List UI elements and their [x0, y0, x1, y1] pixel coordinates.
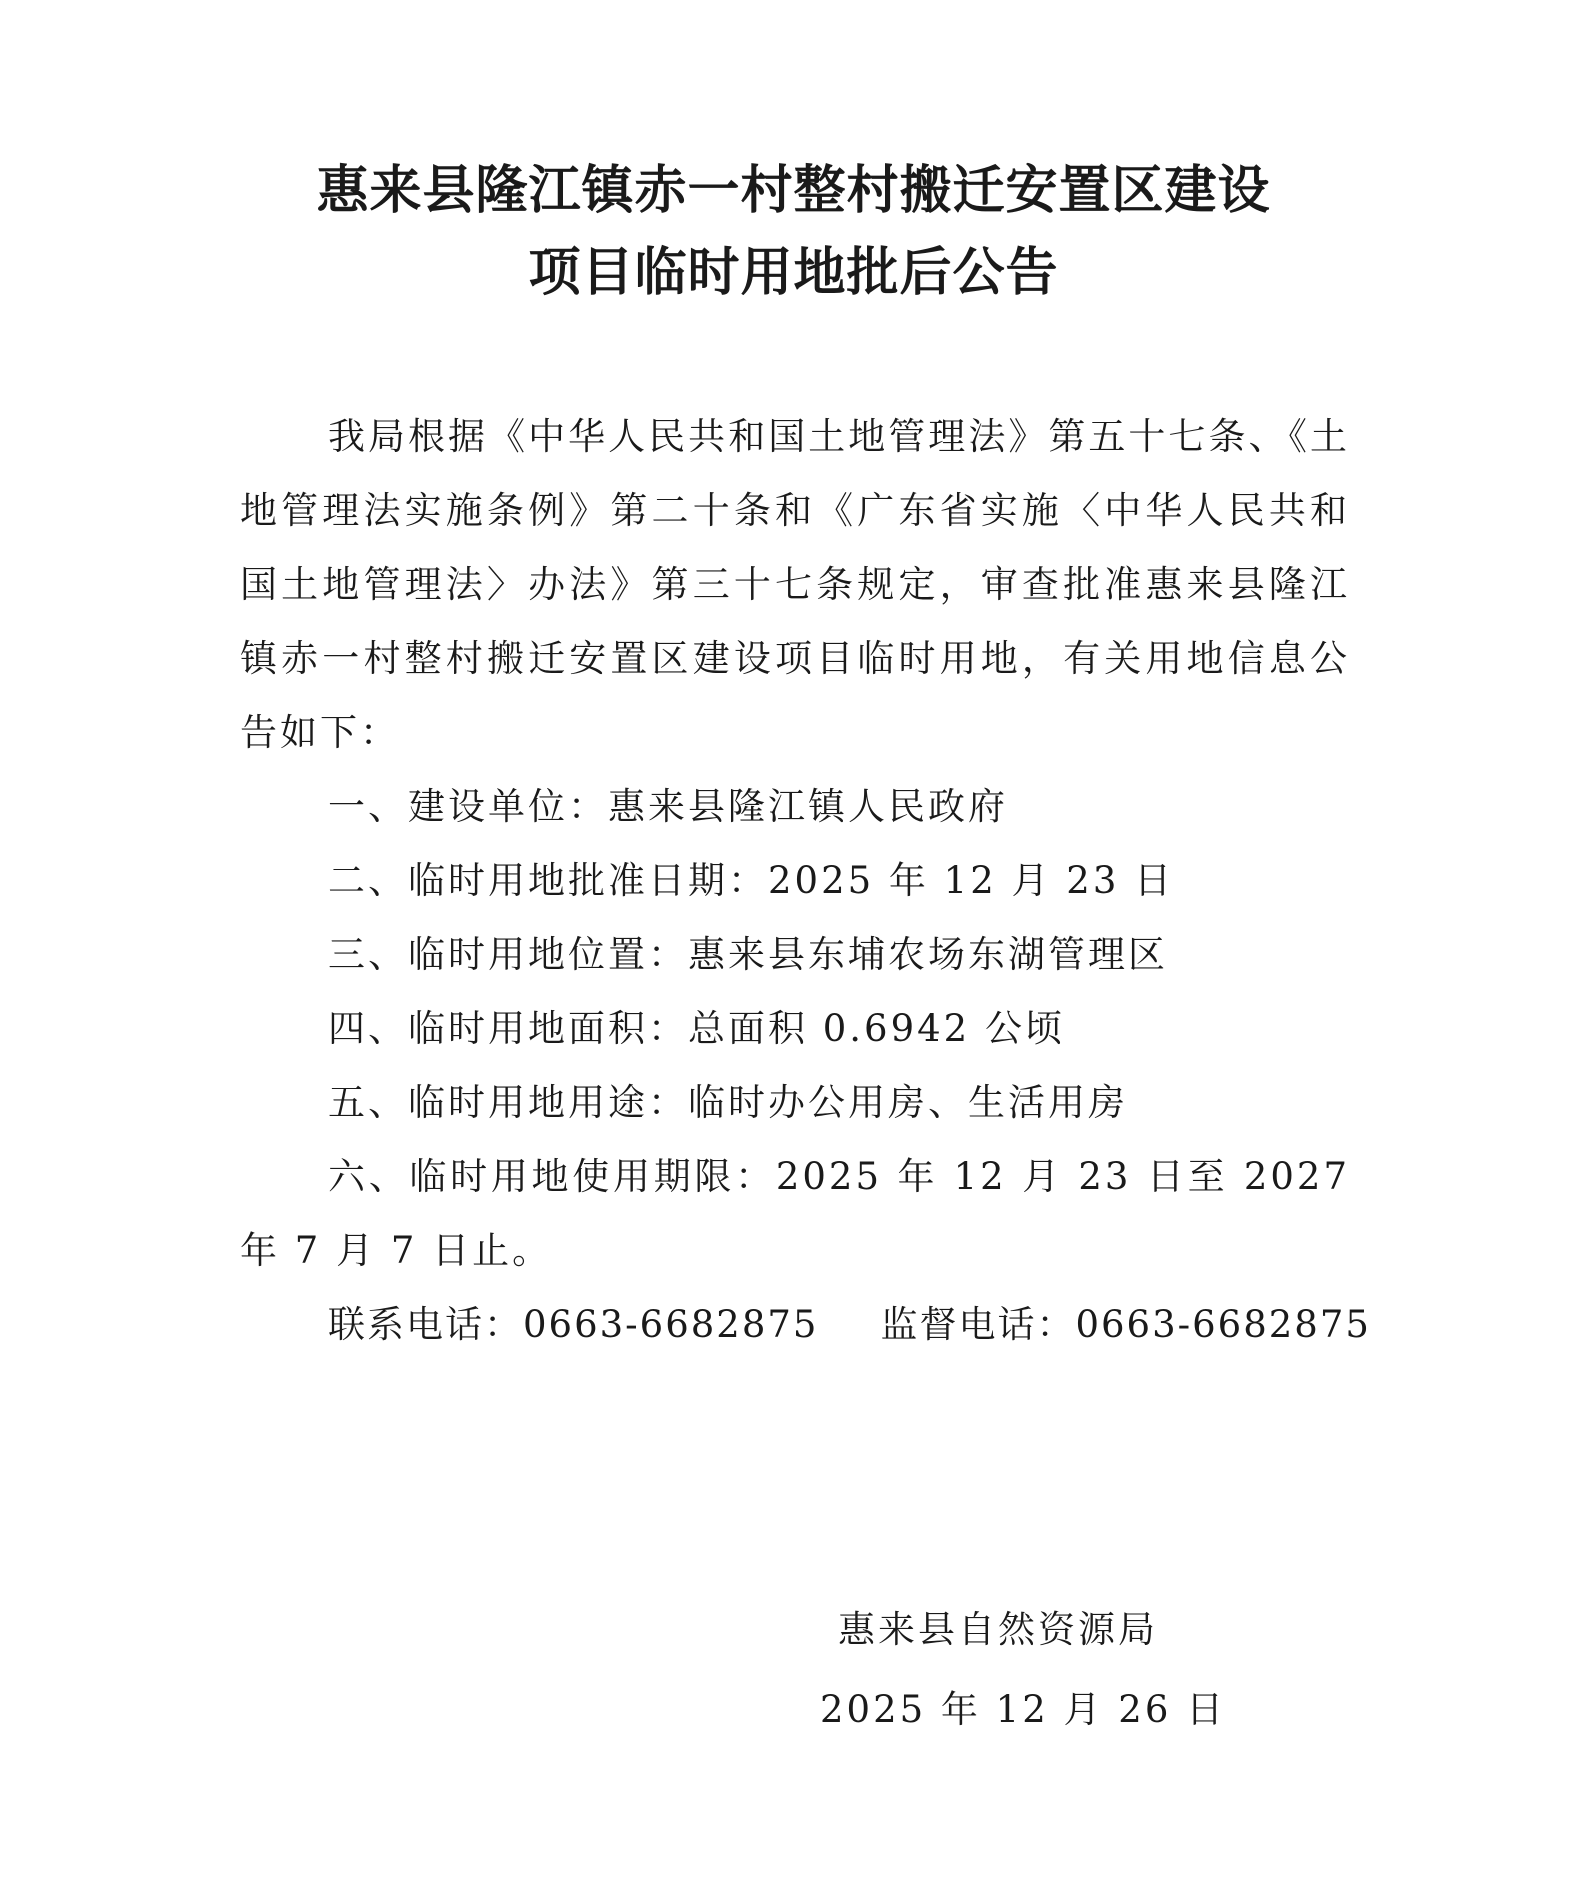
- item-area: 四、临时用地面积：总面积 0.6942 公顷: [328, 1007, 1065, 1050]
- title-line-1: 惠来县隆江镇赤一村整村搬迁安置区建设: [316, 161, 1271, 221]
- item-approval-date: 二、临时用地批准日期：2025 年 12 月 23 日: [328, 859, 1175, 902]
- signature-block: [820, 1590, 1270, 1750]
- issue-date: 2025 年 12 月 26 日: [820, 1688, 1227, 1731]
- item-usage: 五、临时用地用途：临时办公用房、生活用房: [328, 1081, 1128, 1124]
- supervision-phone: 监督电话：0663-6682875: [880, 1303, 1371, 1346]
- item-usage-period: 六、临时用地使用期限：2025 年 12 月 23 日至 2027 年 7 月 7 日止。: [240, 1155, 1350, 1272]
- contact-line: [240, 1288, 1371, 1362]
- title-line-2: 项目临时用地批后公告: [528, 243, 1059, 303]
- intro-paragraph: 我局根据《中华人民共和国土地管理法》第五十七条、《土地管理法实施条例》第二十条和《广东省实施〈中华人民共和国土地管理法〉办法》第三十七条规定，审查批准惠来县隆江镇赤一村整村搬迁安置区建设项目临时用地，有关用地信息公告如下：: [240, 415, 1350, 754]
- contact-phone: 联系电话：0663-6682875: [328, 1303, 819, 1346]
- item-construction-unit: 一、建设单位：惠来县隆江镇人民政府: [328, 785, 1008, 828]
- issuing-organization: 惠来县自然资源局: [838, 1608, 1158, 1651]
- document-title: [0, 150, 1587, 314]
- item-location: 三、临时用地位置：惠来县东埔农场东湖管理区: [328, 933, 1168, 976]
- announcement-body: [240, 400, 1371, 1362]
